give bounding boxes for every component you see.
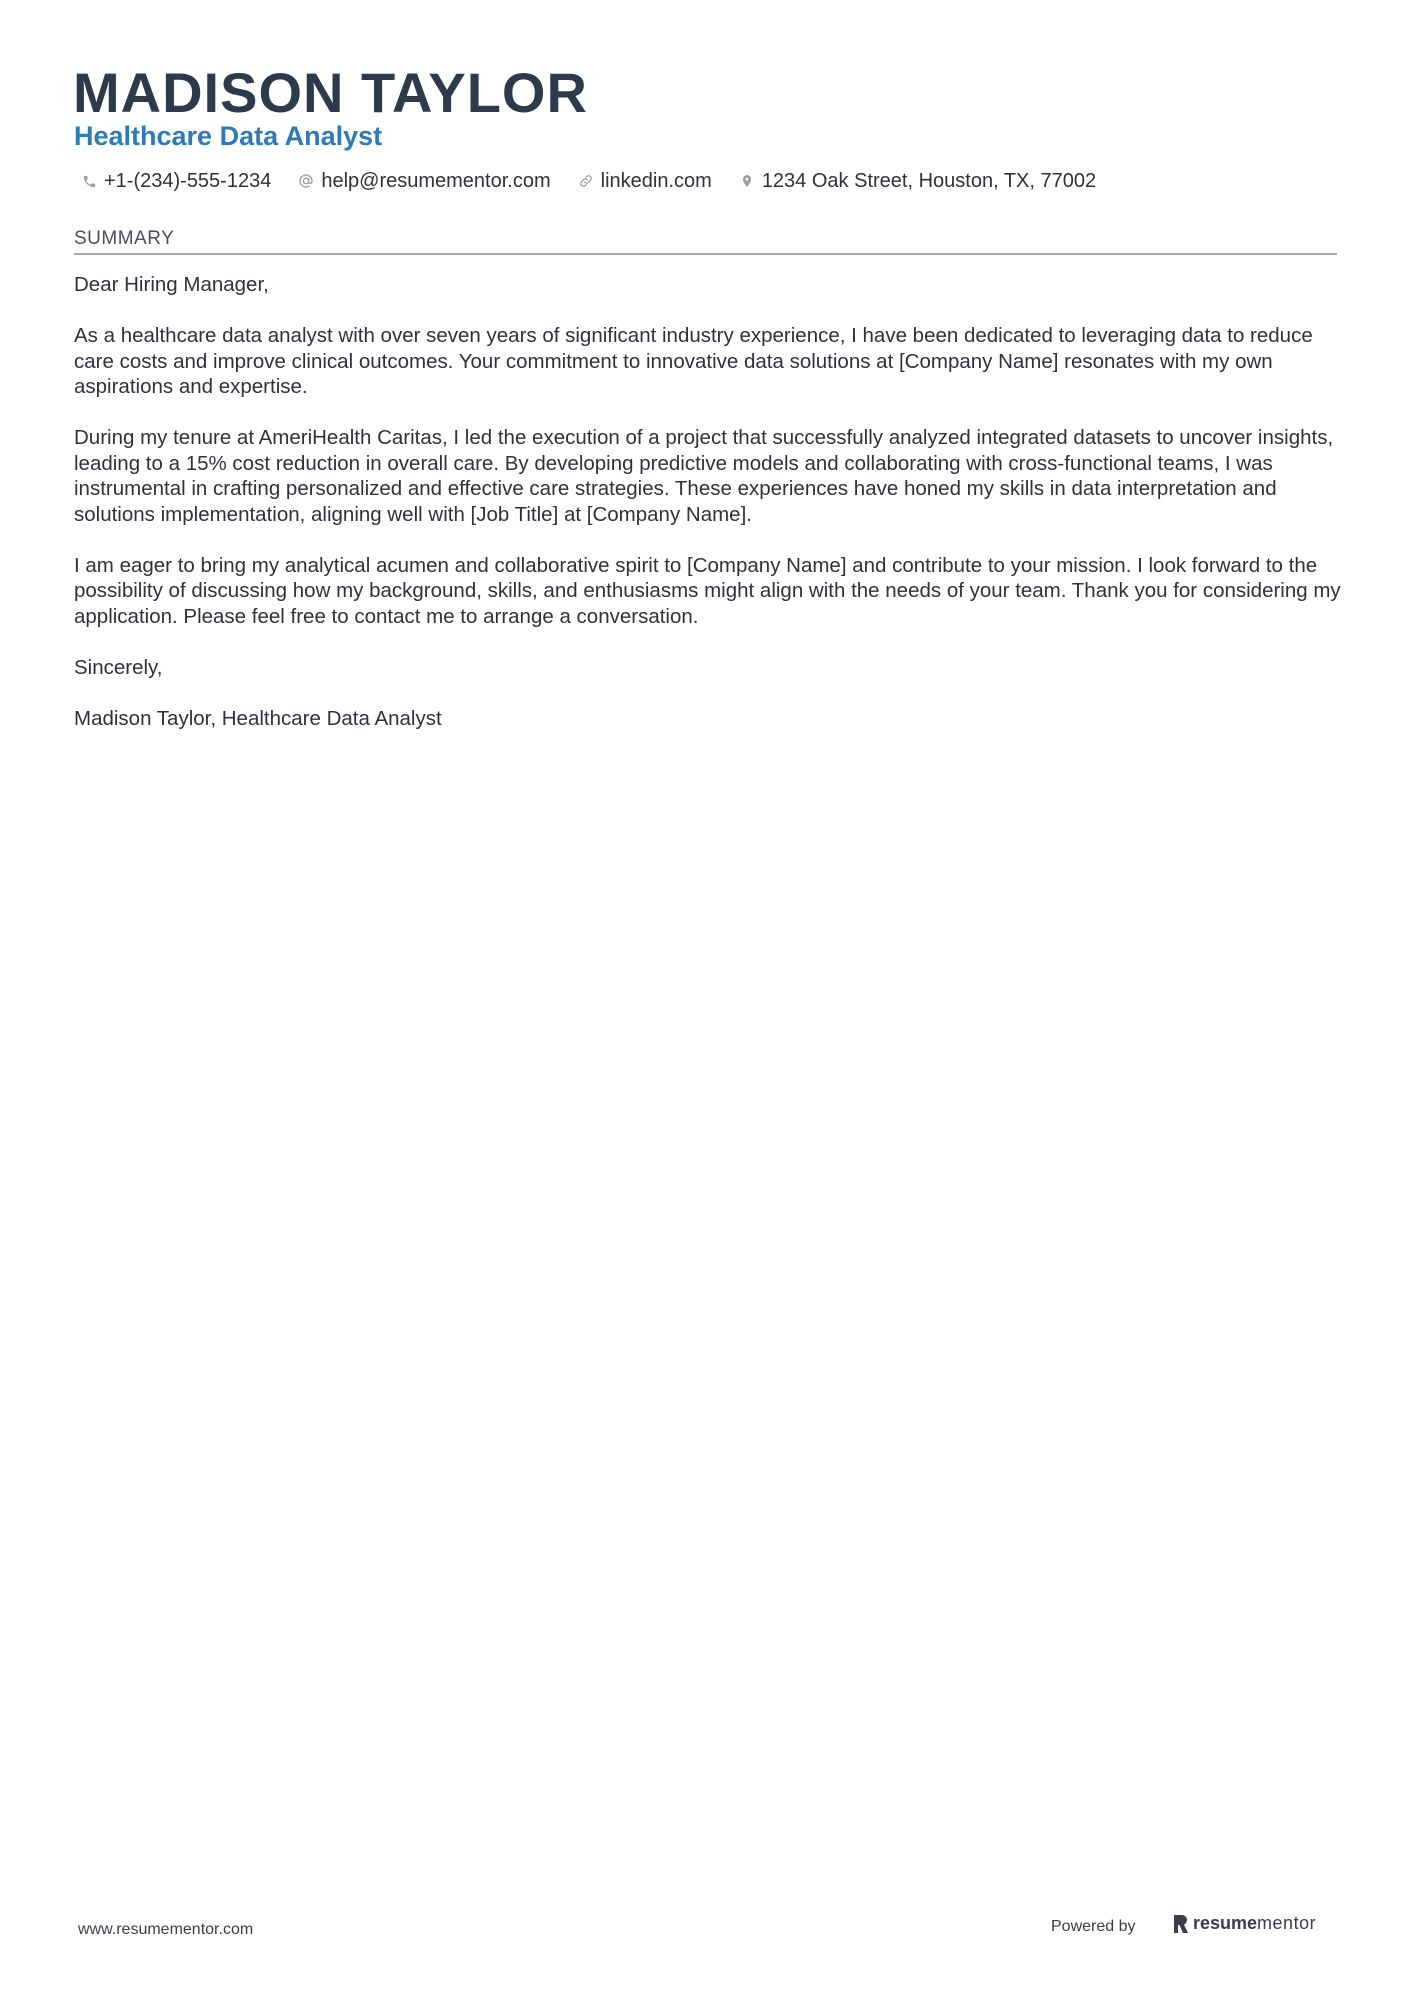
contact-linkedin-text[interactable]: linkedin.com — [600, 170, 712, 192]
letter-paragraph: During my tenure at AmeriHealth Caritas, I led the execution of a project that successfully analyzed integrated datasets to uncover insights, leading to a 15% cost reduction in overall care. By developing predictive models and collaborating with cross-functional teams, I was instrumental in crafting personalized and effective care strategies. These experiences have honed my skills in data interpretation and solutions implementation, aligning well with [Job Title] at [Company Name]. — [74, 426, 1334, 526]
job-title: Healthcare Data Analyst — [74, 121, 383, 151]
contact-phone — [80, 166, 271, 196]
letter-greeting: Dear Hiring Manager, — [74, 273, 269, 296]
brand-mentor-text: mentor — [1257, 1913, 1317, 1933]
at-icon — [297, 172, 315, 190]
letter-paragraph: I am eager to bring my analytical acumen and collaborative spirit to [Company Name] and contribute to your mission. I look forward to the possibility of discussing how my background, skills, and enthusiasms might align with the needs of your team. Thank you for considering my application. Please feel free to contact me to arrange a conversation. — [74, 553, 1341, 628]
letter-signature: Madison Taylor, Healthcare Data Analyst — [74, 706, 442, 730]
contact-email — [297, 166, 550, 196]
powered-by-label: Powered by — [1051, 1918, 1136, 1935]
footer-website-link[interactable]: www.resumementor.com — [78, 1921, 254, 1938]
cover-letter-body — [74, 272, 1344, 757]
resumementor-logo[interactable] — [1173, 1913, 1316, 1934]
contact-address — [738, 166, 1096, 196]
contact-linkedin — [577, 166, 712, 196]
candidate-name: MADISON TAYLOR — [73, 61, 588, 124]
location-pin-icon — [738, 172, 756, 190]
contact-phone-text[interactable]: +1-(234)-555-1234 — [104, 170, 272, 192]
contact-address-text: 1234 Oak Street, Houston, TX, 77002 — [761, 170, 1097, 192]
section-divider — [74, 253, 1337, 255]
brand-resume-text: resume — [1193, 1913, 1258, 1933]
contact-bar — [80, 166, 1122, 196]
phone-icon — [80, 172, 98, 190]
section-heading-summary: SUMMARY — [74, 228, 175, 249]
link-icon — [577, 172, 595, 190]
contact-email-text[interactable]: help@resumementor.com — [321, 170, 551, 192]
letter-closing: Sincerely, — [74, 655, 163, 679]
resumementor-logo-icon — [1173, 1914, 1189, 1934]
letter-paragraph: As a healthcare data analyst with over seven years of significant industry experience, I have been dedicated to leveraging data to reduce care costs and improve clinical outcomes. Your commitment to innovative data solutions at [Company Name] resonates with my own aspirations and expertise. — [74, 324, 1313, 398]
